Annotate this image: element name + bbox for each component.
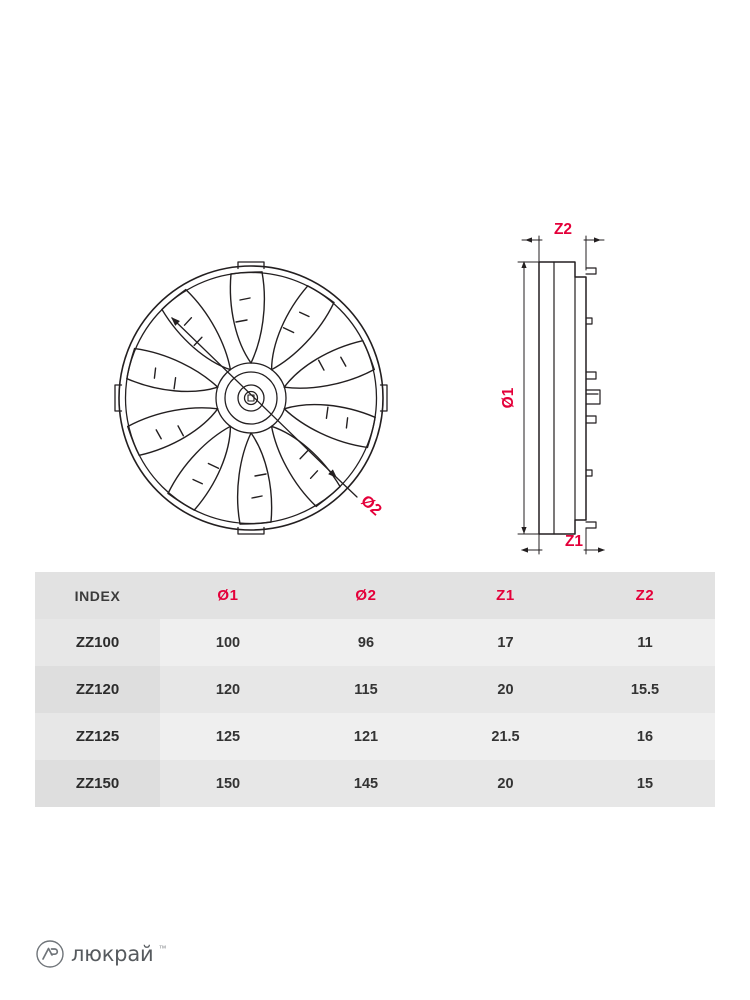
cell-d1: 125 [160, 713, 296, 760]
cell-z1: 20 [436, 666, 575, 713]
lr-monogram-icon [36, 940, 64, 968]
table-row [35, 713, 715, 760]
front-view-group [115, 262, 387, 534]
cell-index: ZZ120 [35, 666, 160, 713]
cell-d2: 145 [296, 760, 436, 807]
specification-table [35, 572, 715, 807]
cell-d1: 100 [160, 619, 296, 666]
cell-z1: 17 [436, 619, 575, 666]
column-header-d1: Ø1 [160, 572, 296, 619]
outer-ring-outline [119, 266, 383, 530]
column-header-index: INDEX [35, 572, 160, 619]
cell-index: ZZ125 [35, 713, 160, 760]
cell-z2: 16 [575, 713, 715, 760]
d2-leader-line [172, 318, 337, 478]
table-header-row [35, 572, 715, 619]
hub-outer [216, 363, 286, 433]
hub-mid [225, 372, 277, 424]
cell-z2: 15 [575, 760, 715, 807]
hub-inner [238, 385, 264, 411]
column-header-z1: Z1 [436, 572, 575, 619]
column-header-z2: Z2 [575, 572, 715, 619]
footer-logo [36, 940, 166, 968]
side-edge-details [586, 268, 600, 528]
cell-z2: 15.5 [575, 666, 715, 713]
cell-index: ZZ150 [35, 760, 160, 807]
cell-d2: 96 [296, 619, 436, 666]
cell-d1: 150 [160, 760, 296, 807]
ring-mounting-tabs [115, 262, 387, 534]
label-d1: Ø1 [500, 387, 517, 409]
label-d2: Ø2 [357, 492, 385, 520]
label-z2: Z2 [553, 221, 573, 238]
shutter-blades [125, 272, 377, 524]
table-row [35, 619, 715, 666]
table-row [35, 760, 715, 807]
column-header-d2: Ø2 [296, 572, 436, 619]
label-z1: Z1 [564, 533, 584, 550]
table-row [35, 666, 715, 713]
hub-axle [245, 392, 258, 405]
cell-index: ZZ100 [35, 619, 160, 666]
side-body-outline [539, 262, 586, 534]
side-view-group [518, 236, 604, 554]
cell-z1: 21.5 [436, 713, 575, 760]
cell-d1: 120 [160, 666, 296, 713]
cell-d2: 121 [296, 713, 436, 760]
trademark-symbol: ™ [158, 944, 167, 953]
cell-z1: 20 [436, 760, 575, 807]
cell-d2: 115 [296, 666, 436, 713]
cell-z2: 11 [575, 619, 715, 666]
brand-name: люкрай [71, 942, 154, 966]
